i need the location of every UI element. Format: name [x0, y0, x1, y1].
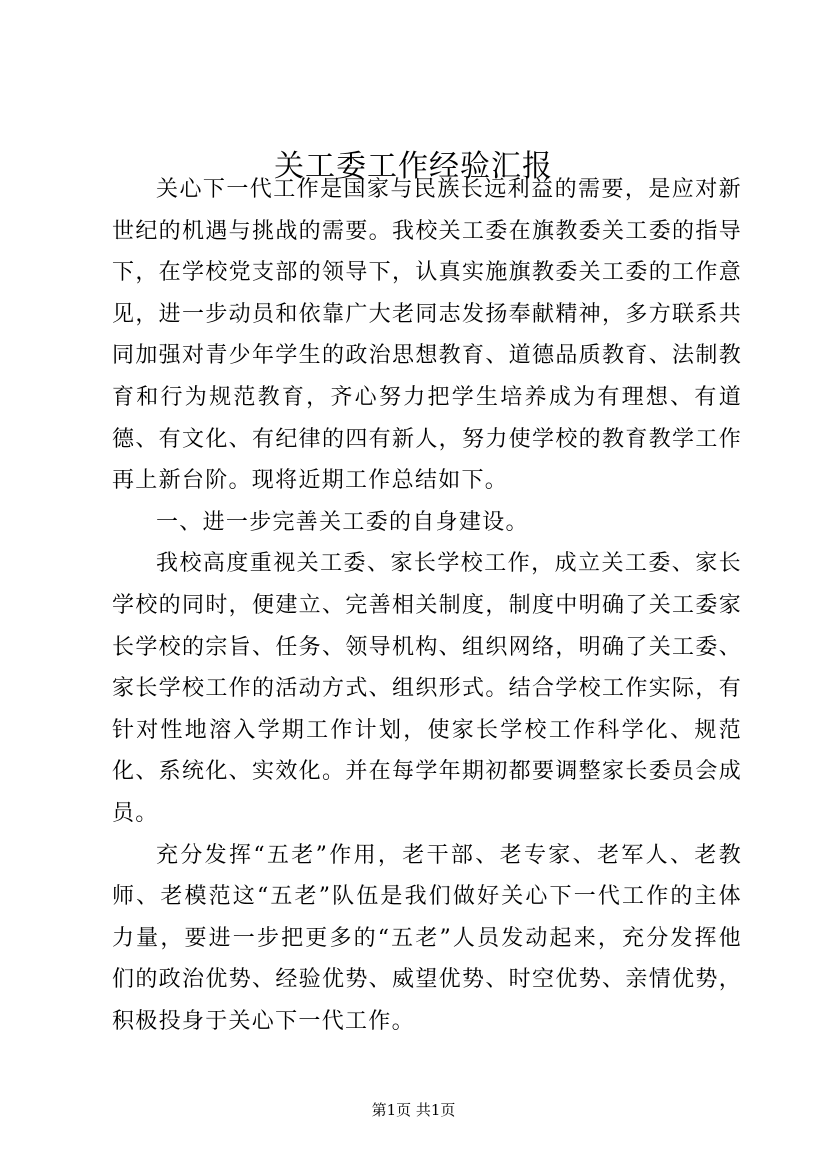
document-body [112, 169, 742, 1042]
section-heading-1: 一、进一步完善关工委的自身建设。 [156, 509, 529, 535]
paragraph-five-elders: 充分发挥“五老”作用，老干部、老专家、老军人、老教师、老模范这“五老”队伍是我们做好关心下一代工作的主体力量，要进一步把更多的“五老”人员发动起来，充分发挥他们的政治优势、经验优势、威望优势、时空优势、亲情优势，积极投身于关心下一代工作。 [112, 842, 742, 1034]
paragraph-intro: 关心下一代工作是国家与民族长远利益的需要，是应对新世纪的机遇与挑战的需要。我校关工委在旗教委关工委的指导下，在学校党支部的领导下，认真实施旗教委关工委的工作意见，进一步动员和依靠广大老同志发扬奉献精神，多方联系共同加强对青少年学生的政治思想教育、道德品质教育、法制教育和行为规范教育，齐心努力把学生培养成为有理想、有道德、有文化、有纪律的四有新人，努力使学校的教育教学工作再上新台阶。现将近期工作总结如下。 [112, 177, 742, 494]
page-number: 第1页 共1页 [371, 1101, 456, 1119]
paragraph-self-construction: 我校高度重视关工委、家长学校工作，成立关工委、家长学校的同时，便建立、完善相关制度，制度中明确了关工委家长学校的宗旨、任务、领导机构、组织网络，明确了关工委、家长学校工作的活动方式、组织形式。结合学校工作实际，有针对性地溶入学期工作计划，使家长学校工作科学化、规范化、系统化、实效化。并在每学年期初都要调整家长委员会成员。 [112, 551, 742, 826]
document-title: 关工委工作经验汇报 [274, 149, 553, 184]
page-footer [0, 1100, 827, 1120]
